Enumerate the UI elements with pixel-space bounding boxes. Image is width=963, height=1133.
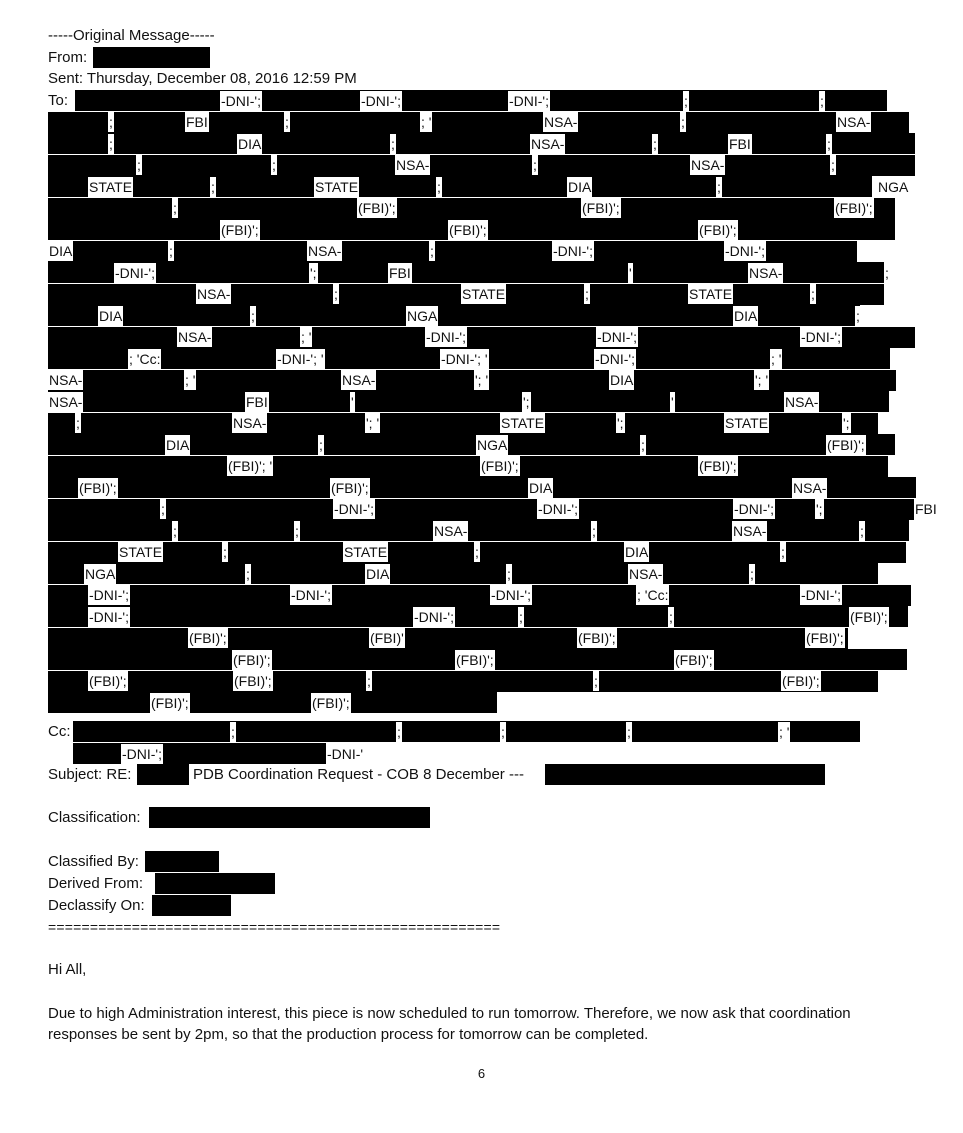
recipient-fragment: -DNI-'; <box>491 587 531 603</box>
recipient-fragment: ' <box>671 393 674 410</box>
recipient-fragment: ; <box>860 522 864 539</box>
recipient-fragment: (FBI)'; <box>806 630 844 646</box>
recipient-fragment: (FBI)'; ' <box>228 458 273 474</box>
redaction-subject-suffix <box>545 764 825 785</box>
recipient-fragment: (FBI)'; <box>79 479 117 496</box>
recipient-fragment: -DNI-'; <box>801 329 841 345</box>
recipient-fragment: ; 'Cc: <box>637 587 669 603</box>
redaction-classification <box>149 807 430 828</box>
subject-text: PDB Coordination Request - COB 8 December --- <box>193 766 524 783</box>
recipient-fragment: '; <box>816 501 823 517</box>
recipient-fragment: (FBI)'; <box>312 694 350 711</box>
recipient-fragment: (FBI)'; <box>456 651 494 668</box>
recipient-fragment: DIA <box>166 436 190 453</box>
recipient-fragment: '; <box>843 415 850 431</box>
recipient-fragment: ; <box>533 157 537 173</box>
recipient-fragment: NSA- <box>531 135 565 152</box>
recipient-fragment: '; <box>617 415 624 431</box>
recipient-fragment: FBI <box>246 393 268 410</box>
recipient-fragment: STATE <box>119 544 163 560</box>
recipient-fragment: ; <box>173 522 177 539</box>
redaction-bar <box>48 112 909 133</box>
recipient-fragment: DIA <box>238 135 262 152</box>
recipient-fragment: NGA <box>407 307 438 324</box>
cc-fragment: ; <box>501 723 505 740</box>
redaction-from <box>93 47 210 68</box>
redaction-bar <box>48 585 911 606</box>
cc-fragment: -DNI-' <box>327 745 364 762</box>
subject-label: Subject: RE: <box>48 766 132 783</box>
recipient-fragment: ; <box>285 114 289 130</box>
recipient-fragment: -DNI-'; <box>291 587 331 603</box>
redaction-derived-from <box>155 873 275 894</box>
recipient-fragment: -DNI-'; <box>361 92 401 109</box>
recipient-fragment: ; <box>856 307 860 324</box>
recipient-fragment: -DNI-'; <box>538 501 578 517</box>
recipient-fragment: ; ' <box>421 114 432 130</box>
recipient-fragment: (FBI)'; <box>331 479 369 496</box>
recipient-fragment: NSA- <box>544 114 578 130</box>
recipient-fragment: STATE <box>725 415 769 431</box>
recipient-fragment: (FBI)'; <box>675 651 713 668</box>
recipient-fragment: ; <box>319 436 323 453</box>
sent-line: Sent: Thursday, December 08, 2016 12:59 PM <box>48 70 357 87</box>
recipient-fragment: (FBI)'; <box>481 458 519 474</box>
recipient-fragment: (FBI)'; <box>221 221 259 238</box>
cc-fragment: ; <box>397 723 401 740</box>
recipient-fragment: ; <box>781 544 785 560</box>
recipient-fragment: ; <box>272 157 276 173</box>
recipient-fragment: ; <box>684 92 688 109</box>
redaction-bar <box>48 671 878 692</box>
recipient-fragment: ; <box>669 608 673 625</box>
recipient-fragment: STATE <box>89 178 133 195</box>
recipient-fragment: NGA <box>477 436 508 453</box>
recipient-fragment: DIA <box>734 307 758 324</box>
recipient-fragment: ; <box>717 178 721 195</box>
recipient-fragment: NSA- <box>733 522 767 539</box>
redaction-classified-by <box>145 851 219 872</box>
recipient-fragment: NSA- <box>793 479 827 496</box>
recipient-fragment: NSA- <box>308 243 342 259</box>
recipient-fragment: -DNI-'; <box>734 501 774 517</box>
recipient-fragment: (FBI)'; <box>449 221 487 238</box>
recipient-fragment: ' <box>629 264 632 281</box>
recipient-fragment: ; <box>594 673 598 689</box>
recipient-fragment: (FBI)'; <box>699 221 737 238</box>
redaction-bar <box>48 628 848 649</box>
redaction-bar <box>48 456 888 477</box>
recipient-fragment: -DNI-'; <box>725 243 765 259</box>
recipient-fragment: ; <box>750 565 754 582</box>
classification-label: Classification: <box>48 809 141 826</box>
recipient-fragment: -DNI-'; <box>334 501 374 517</box>
recipient-fragment: ; <box>173 200 177 216</box>
recipient-fragment: ; <box>211 178 215 195</box>
redaction-bar <box>48 155 915 176</box>
cc-fragment: ; <box>231 723 235 740</box>
recipient-fragment: ; <box>76 415 80 431</box>
recipient-fragment: ; <box>820 92 824 109</box>
redaction-subject-prefix <box>137 764 189 785</box>
recipient-fragment: -DNI-'; <box>426 329 466 345</box>
recipient-fragment: ; ' <box>301 329 312 345</box>
recipient-fragment: NSA- <box>178 329 212 345</box>
recipient-fragment: -DNI-'; <box>595 350 635 367</box>
recipient-fragment: (FBI)'; <box>827 436 865 453</box>
recipient-fragment: ; <box>246 565 250 582</box>
recipient-fragment: NGA <box>878 178 909 195</box>
recipient-fragment: ; <box>811 286 815 302</box>
recipient-fragment: DIA <box>610 372 634 388</box>
recipient-fragment: ; <box>585 286 589 302</box>
redaction-bar <box>48 692 497 713</box>
recipient-fragment: ; <box>475 544 479 560</box>
body-paragraph: Due to high Administration interest, this piece is now scheduled to run tomorrow. Therefore, we now ask that coordination responses be sent by 2pm, so that the production process for tomorrow can be completed. <box>48 1005 851 1043</box>
recipient-fragment: ' <box>351 393 354 410</box>
recipient-fragment: ; <box>161 501 165 517</box>
recipient-fragment: (FBI)'; <box>358 200 396 216</box>
classified-by-label: Classified By: <box>48 853 139 870</box>
recipient-fragment: ; <box>437 178 441 195</box>
recipient-fragment: DIA <box>49 243 73 259</box>
recipient-fragment: ; <box>592 522 596 539</box>
recipient-fragment: STATE <box>689 286 733 302</box>
to-label: To: <box>48 92 69 109</box>
cc-fragment: -DNI-'; <box>122 745 162 762</box>
recipient-fragment: NSA- <box>342 372 376 388</box>
recipient-fragment: NSA- <box>434 522 468 539</box>
separator-line: ====================================================== <box>48 919 501 935</box>
recipient-fragment: -DNI-'; <box>553 243 593 259</box>
recipient-fragment: -DNI-'; ' <box>441 350 488 367</box>
redaction-declassify-on <box>152 895 231 916</box>
recipient-fragment: ; <box>430 243 434 259</box>
cc-label: Cc: <box>48 723 71 740</box>
recipient-fragment: (FBI)' <box>370 630 404 646</box>
recipient-fragment: NSA- <box>49 372 83 388</box>
redaction-bar <box>48 606 908 627</box>
from-label: From: <box>48 49 88 66</box>
recipient-fragment: (FBI)'; <box>835 200 873 216</box>
recipient-fragment: (FBI)'; <box>89 673 127 689</box>
recipient-fragment: (FBI)'; <box>782 673 820 689</box>
recipient-fragment: STATE <box>344 544 388 560</box>
recipient-fragment: ; <box>223 544 227 560</box>
recipient-fragment: (FBI)'; <box>850 608 888 625</box>
recipient-fragment: -DNI-'; <box>414 608 454 625</box>
recipient-fragment: (FBI)'; <box>234 673 272 689</box>
recipient-fragment: -DNI-'; <box>89 587 129 603</box>
recipient-fragment: ; <box>391 135 395 152</box>
redaction-bar <box>48 391 889 412</box>
recipient-fragment: (FBI)'; <box>578 630 616 646</box>
cc-fragment: ; ' <box>779 723 790 740</box>
recipient-fragment: DIA <box>529 479 553 496</box>
recipient-fragment: ; <box>831 157 835 173</box>
recipient-fragment: (FBI)'; <box>582 200 620 216</box>
recipient-fragment: NSA- <box>233 415 267 431</box>
recipient-fragment: ; <box>681 114 685 130</box>
recipient-fragment: ; <box>137 157 141 173</box>
recipient-fragment: -DNI-'; <box>801 587 841 603</box>
recipient-fragment: FBI <box>729 135 751 152</box>
recipient-fragment: ; 'Cc: <box>129 350 161 367</box>
recipient-fragment: ; <box>295 522 299 539</box>
recipient-fragment: FBI <box>389 264 411 281</box>
recipient-fragment: ; <box>641 436 645 453</box>
recipient-fragment: ; <box>519 608 523 625</box>
recipient-fragment: (FBI)'; <box>151 694 189 711</box>
recipient-fragment: NSA- <box>749 264 783 281</box>
recipient-fragment: -DNI-'; <box>115 264 155 281</box>
recipient-fragment: (FBI)'; <box>189 630 227 646</box>
recipient-fragment: (FBI)'; <box>699 458 737 474</box>
recipient-fragment: NSA- <box>396 157 430 173</box>
recipient-fragment: ; <box>827 135 831 152</box>
greeting: Hi All, <box>48 961 87 978</box>
redaction-bar <box>75 90 887 111</box>
recipient-fragment: ; <box>507 565 511 582</box>
recipient-fragment: NSA- <box>197 286 231 302</box>
redaction-bar <box>48 133 915 154</box>
redaction-bar <box>48 176 872 197</box>
recipient-fragment: FBI <box>186 114 208 130</box>
derived-from-label: Derived From: <box>48 875 144 892</box>
page-number: 6 <box>477 1066 486 1081</box>
recipient-fragment: -DNI-'; ' <box>277 350 324 367</box>
recipient-fragment: (FBI)'; <box>233 651 271 668</box>
recipient-fragment: ; <box>367 673 371 689</box>
recipient-fragment: NSA- <box>49 393 83 410</box>
recipient-fragment: -DNI-'; <box>89 608 129 625</box>
recipient-fragment: '; <box>523 393 530 410</box>
redaction-bar <box>48 477 916 498</box>
recipient-fragment: ; <box>109 135 113 152</box>
recipient-fragment: '; ' <box>755 372 769 388</box>
declassify-on-label: Declassify On: <box>48 897 145 914</box>
recipient-fragment: NSA- <box>785 393 819 410</box>
recipient-fragment: DIA <box>99 307 123 324</box>
recipient-fragment: STATE <box>501 415 545 431</box>
recipient-fragment: DIA <box>568 178 592 195</box>
recipient-fragment: DIA <box>366 565 390 582</box>
recipient-fragment: ; <box>251 307 255 324</box>
recipient-fragment: ; ' <box>185 372 196 388</box>
recipient-fragment: -DNI-'; <box>221 92 261 109</box>
recipient-fragment: STATE <box>315 178 359 195</box>
original-message-line: -----Original Message----- <box>48 27 215 44</box>
recipient-fragment: '; <box>310 264 317 281</box>
recipient-fragment: FBI <box>915 501 937 517</box>
recipient-fragment: NSA- <box>691 157 725 173</box>
recipient-fragment: -DNI-'; <box>597 329 637 345</box>
recipient-fragment: ; <box>885 264 889 281</box>
recipient-fragment: ; <box>169 243 173 259</box>
recipient-fragment: '; ' <box>366 415 380 431</box>
redaction-bar <box>73 721 860 742</box>
recipient-fragment: ; <box>334 286 338 302</box>
recipient-fragment: NGA <box>85 565 116 582</box>
recipient-fragment: DIA <box>625 544 649 560</box>
recipient-fragment: ; <box>653 135 657 152</box>
redaction-bar <box>48 499 914 520</box>
recipient-fragment: ; ' <box>771 350 782 367</box>
recipient-fragment: STATE <box>462 286 506 302</box>
recipient-fragment: NSA- <box>837 114 871 130</box>
recipient-fragment: '; ' <box>475 372 489 388</box>
recipient-fragment: NSA- <box>629 565 663 582</box>
recipient-fragment: ; <box>109 114 113 130</box>
recipient-fragment: -DNI-'; <box>509 92 549 109</box>
cc-fragment: ; <box>627 723 631 740</box>
redaction-bar <box>73 743 326 764</box>
